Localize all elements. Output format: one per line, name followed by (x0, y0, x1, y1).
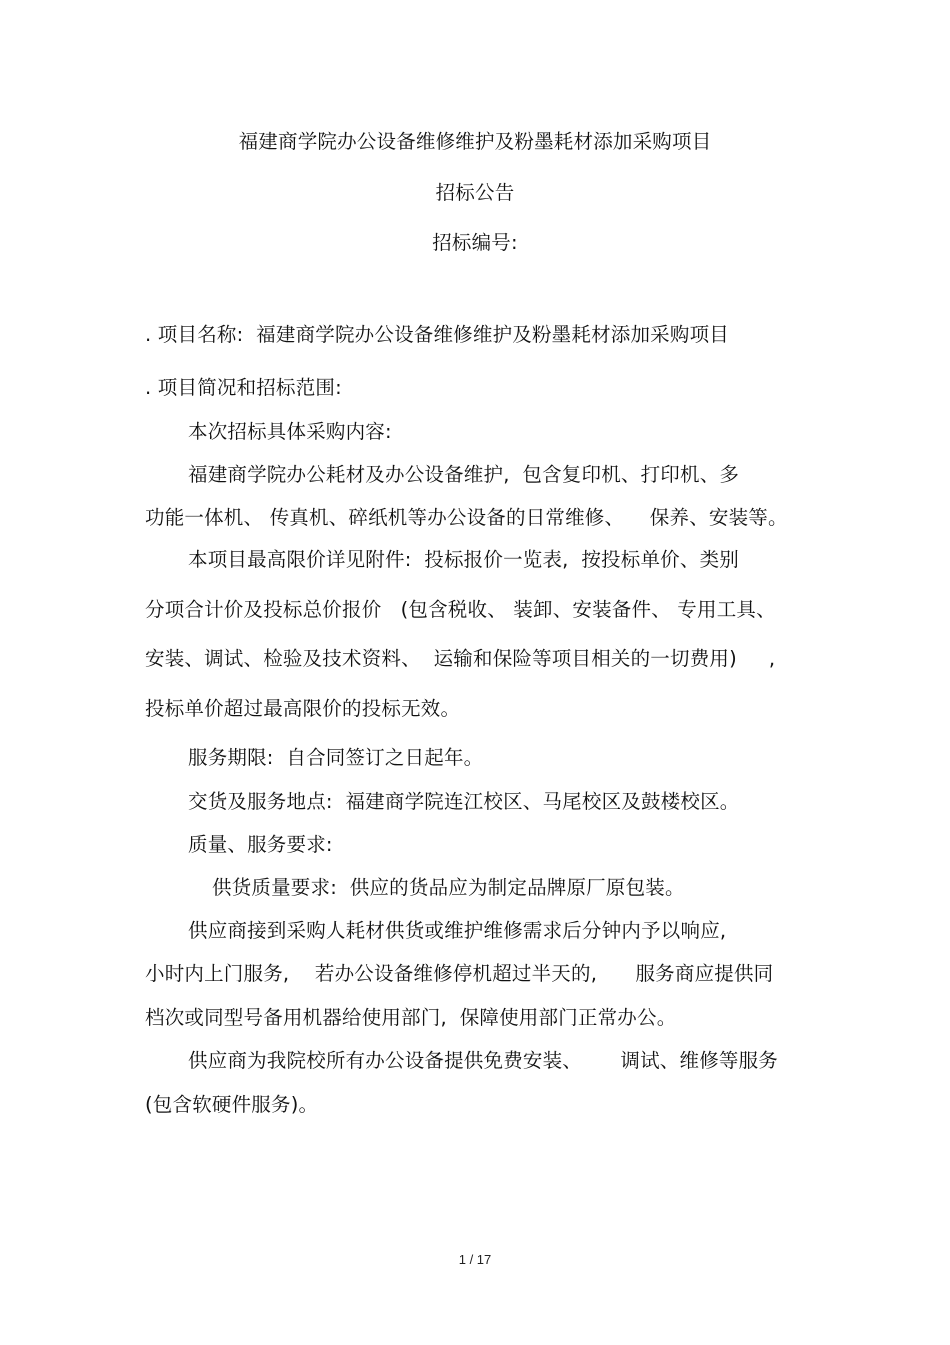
project-name-line: . 项目名称: 福建商学院办公设备维修维护及粉墨耗材添加采购项目 (145, 323, 729, 346)
page-indicator: 1 / 17 (458, 1252, 492, 1267)
service-period-line: 服务期限: 自合同签订之日起年。 (188, 746, 484, 769)
paragraph-line: 档次或同型号备用机器给使用部门, 保障使用部门正常办公。 (145, 1006, 677, 1029)
document-title: 福建商学院办公设备维修维护及粉墨耗材添加采购项目 (238, 130, 712, 153)
paragraph-line: (包含软硬件服务)。 (145, 1093, 319, 1116)
paragraph-line: 小时内上门服务, 若办公设备维修停机超过半天的, 服务商应提供同 (145, 962, 774, 985)
paragraph-line: 供应商接到采购人耗材供货或维护维修需求后分钟内予以响应, (188, 919, 727, 942)
paragraph-line: 供应商为我院校所有办公设备提供免费安装、 调试、维修等服务 (188, 1049, 778, 1072)
paragraph-line: 分项合计价及投标总价报价 (包含税收、 装卸、安装备件、 专用工具、 (145, 598, 776, 621)
paragraph-line: 本项目最高限价详见附件: 投标报价一览表, 按投标单价、类别 (188, 548, 739, 571)
paragraph-line: 投标单价超过最高限价的投标无效。 (145, 697, 461, 720)
paragraph-line: 功能一体机、 传真机、碎纸机等办公设备的日常维修、 保养、安装等。 (145, 506, 788, 529)
paragraph-line: 福建商学院办公耗材及办公设备维护, 包含复印机、打印机、多 (188, 463, 740, 486)
delivery-location-line: 交货及服务地点: 福建商学院连江校区、马尾校区及鼓楼校区。 (188, 790, 740, 813)
project-overview-heading: . 项目简况和招标范围: (145, 376, 342, 399)
paragraph-line: 安装、调试、检验及技术资料、 运输和保险等项目相关的一切费用) , (145, 647, 776, 670)
bid-number-label: 招标编号: (432, 231, 518, 254)
procurement-content-heading: 本次招标具体采购内容: (188, 420, 392, 443)
quality-requirements-heading: 质量、服务要求: (188, 833, 333, 856)
supply-quality-line: 供货质量要求: 供应的货品应为制定品牌原厂原包装。 (212, 876, 685, 899)
document-subtitle: 招标公告 (435, 181, 515, 204)
